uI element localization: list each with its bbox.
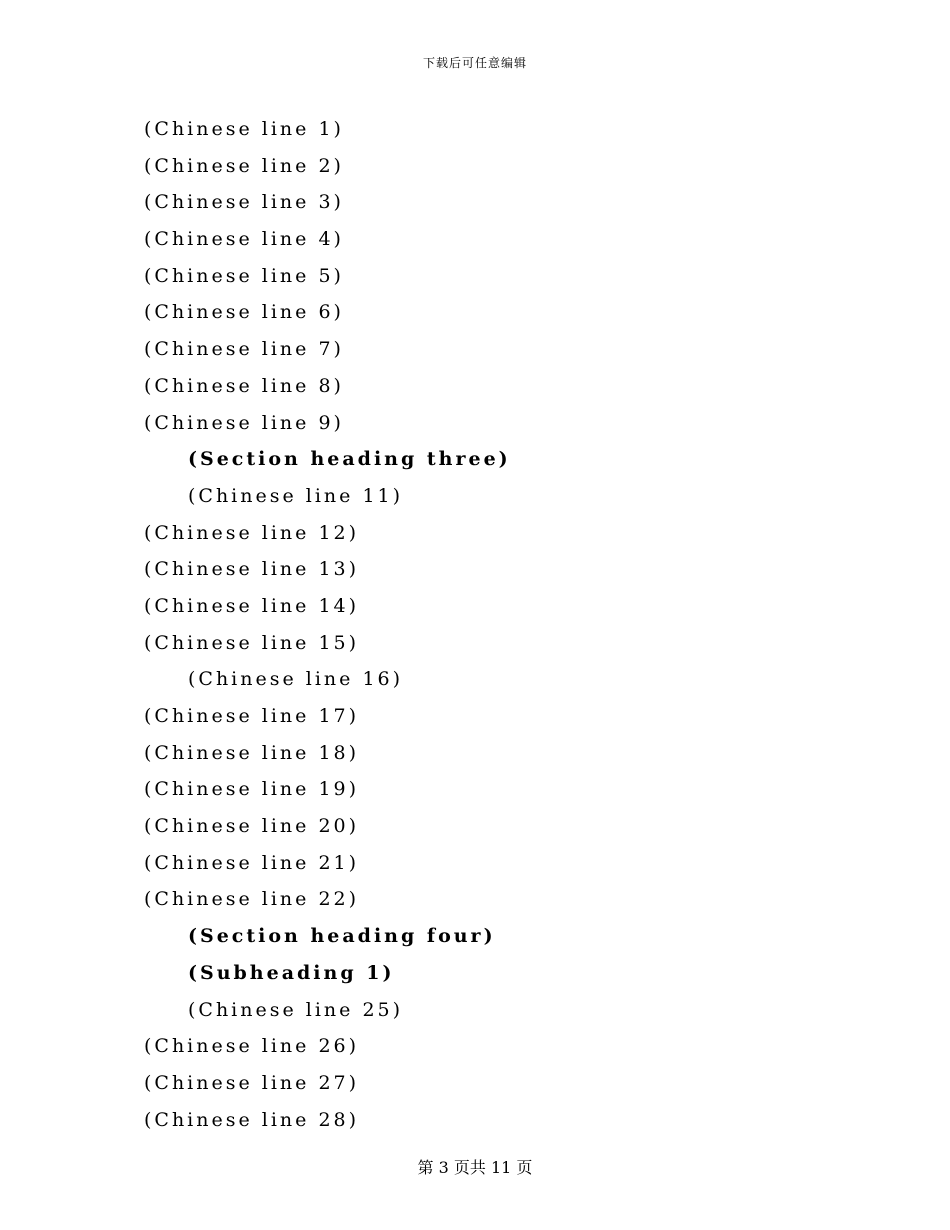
paragraph-line: (Chinese line 19) — [144, 778, 360, 801]
paragraph-line: (Chinese line 9) — [144, 411, 344, 434]
paragraph-line: (Chinese line 7) — [144, 338, 344, 361]
paragraph-line: (Chinese line 11) — [188, 484, 404, 507]
paragraph-line: (Chinese line 12) — [144, 521, 360, 544]
section-heading: (Subheading 1) — [188, 961, 395, 984]
paragraph-line: (Chinese line 1) — [144, 118, 344, 140]
paragraph-line: (Chinese line 17) — [144, 705, 360, 727]
paragraph-line: (Chinese line 28) — [144, 1108, 360, 1131]
paragraph-line: (Chinese line 15) — [144, 631, 360, 654]
paragraph-line: (Chinese line 8) — [144, 374, 344, 397]
paragraph-line: (Chinese line 13) — [144, 558, 360, 581]
paragraph-line: (Chinese line 6) — [144, 301, 344, 324]
paragraph-line: (Chinese line 4) — [144, 228, 344, 251]
paragraph-line: (Chinese line 3) — [144, 191, 344, 214]
section-heading: (Section heading four) — [188, 925, 496, 948]
paragraph-line: (Chinese line 5) — [144, 264, 344, 287]
page-footer-number: 第 3 页共 11 页 — [417, 1158, 533, 1177]
section-heading: (Section heading three) — [188, 448, 511, 471]
paragraph-line: (Chinese line 22) — [144, 888, 360, 911]
page-header-note: 下载后可任意编辑 — [422, 56, 527, 70]
paragraph-line: (Chinese line 16) — [188, 668, 404, 691]
paragraph-line: (Chinese line 2) — [144, 154, 344, 177]
paragraph-line: (Chinese line 27) — [144, 1071, 360, 1094]
paragraph-line: (Chinese line 25) — [188, 998, 404, 1021]
paragraph-line: (Chinese line 18) — [144, 741, 360, 764]
document-body — [144, 111, 806, 1138]
paragraph-line: (Chinese line 14) — [144, 594, 360, 617]
paragraph-line: (Chinese line 26) — [144, 1035, 360, 1058]
paragraph-line: (Chinese line 20) — [144, 815, 360, 838]
paragraph-line: (Chinese line 21) — [144, 851, 360, 874]
